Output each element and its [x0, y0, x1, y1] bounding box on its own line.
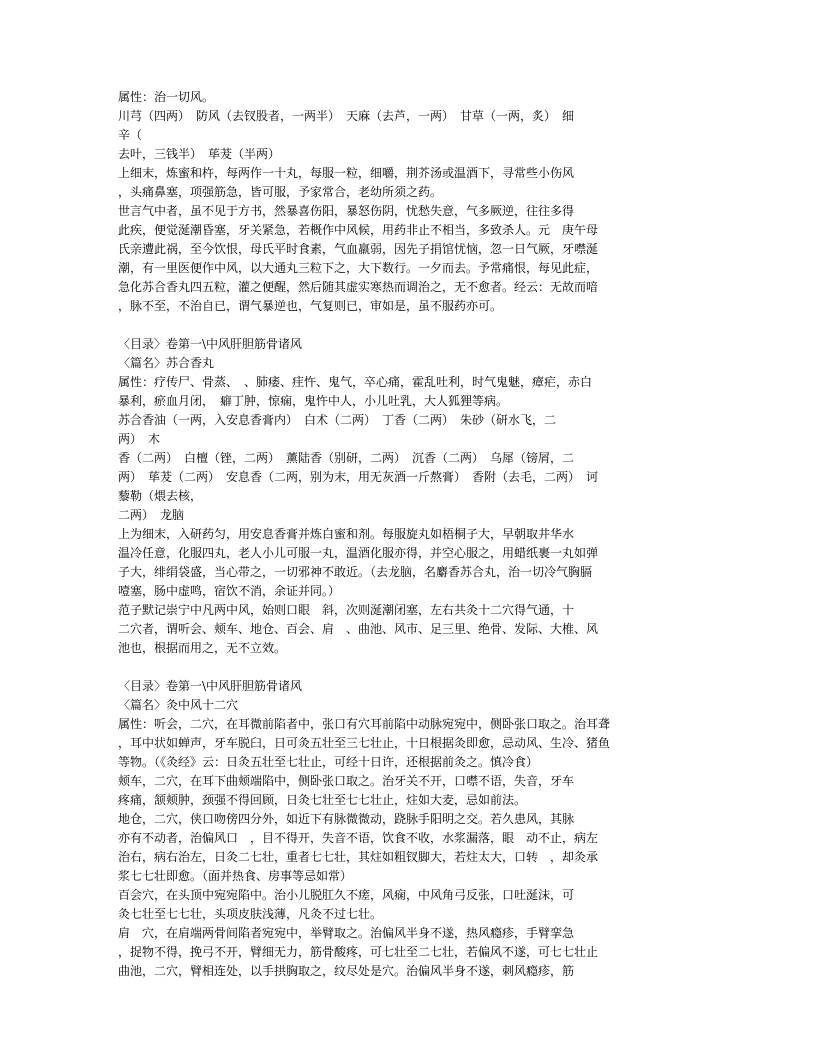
- blank-line: [118, 658, 704, 677]
- text-line: 灸七壮至七七壮，头项皮肤浅薄，凡灸不过七壮。: [118, 907, 383, 921]
- text-line: 曲池，二穴，臂相连处，以手拱胸取之，纹尽处是穴。治偏风半身不遂，刺风瘾疹，筋: [118, 964, 575, 978]
- text-line: 此疾，便觉涎潮昏塞，牙关紧急，若概作中风候，用药非止不相当，多致杀人。元 庚午母: [118, 223, 599, 237]
- text-line: 百会穴，在头顶中宛宛陷中。治小儿脱肛久不瘥，风痫，中风角弓反张，口吐涎沫，可: [118, 888, 575, 902]
- text-line: 二两） 龙脑: [118, 508, 185, 522]
- text-line: 颊车，二穴，在耳下曲颊端陷中，侧卧张口取之。治牙关不开，口噤不语，失音，牙车: [118, 774, 575, 788]
- text-line: 上为细末，入研药匀，用安息香膏并炼白蜜和剂。每服旋丸如梧桐子大，早朝取井华水: [118, 527, 575, 541]
- text-line: 范子默记崇宁中凡两中风，始则口眼 斜，次则涎潮闭塞，左右共灸十二穴得气通，十: [118, 603, 575, 617]
- text-line: 〈目录〉卷第一\中风肝胆筋骨诸风: [118, 337, 303, 351]
- text-line: 二穴者，谓听会、颊车、地仓、百会、肩 、曲池、风市、足三里、绝骨、发际、大椎、风: [118, 622, 599, 636]
- text-line: 急化苏合香丸四五粒，灌之便醒，然后随其虚实寒热而调治之，无不愈者。经云：无故而喑: [118, 280, 599, 294]
- text-line: 苏合香油（一两，入安息香膏内） 白术（二两） 丁香（二两） 朱砂（研水飞，二: [118, 413, 557, 427]
- text-line: 属性：听会，二穴，在耳微前陷者中，张口有穴耳前陷中动脉宛宛中，侧卧张口取之。治耳聋: [118, 717, 611, 731]
- text-line: 浆七七壮即愈。（面并热食、房事等忌如常）: [118, 869, 353, 883]
- text-line: 上细末，炼蜜和杵，每两作一十丸，每服一粒，细嚼，荆芥汤或温酒下，寻常些小伤风: [118, 166, 575, 180]
- text-line: 池也，根据而用之，无不立效。: [118, 641, 287, 655]
- text-line: ，耳中状如蝉声，牙车脱臼，日可灸五壮至三七壮止，十日根据灸即愈，忌动风、生冷、猪鱼: [118, 736, 611, 750]
- text-line: 子大，绯绢袋盛，当心带之，一切邪神不敢近。（去龙脑，名麝香苏合丸，治一切冷气胸膈: [118, 565, 593, 579]
- text-line: 噎塞，肠中虚鸣，宿饮不消，余证并同。）: [118, 584, 341, 598]
- text-line: 潮，有一里医便作中风，以大通丸三粒下之，大下数行。一夕而去。予常痛恨，每见此症，: [118, 261, 599, 275]
- text-line: 川芎（四两） 防风（去钗股者，一两半） 天麻（去芦，一两） 甘草（一两，炙） 细: [118, 109, 575, 123]
- text-line: 亦有不动者，治偏风口 ，目不得开，失音不语，饮食不收，水浆漏落，眼 动不止，病左: [118, 831, 599, 845]
- text-line: 属性：治一切风。: [118, 90, 215, 104]
- text-line: 两） 木: [118, 432, 161, 446]
- text-line: 两） 荜茇（二两） 安息香（二两，别为末，用无灰酒一斤熬膏） 香附（去毛，二两） 诃: [118, 470, 599, 484]
- text-line: 肩 穴，在肩端两骨间陷者宛宛中，举臂取之。治偏风半身不遂，热风瘾疹，手臂挛急: [118, 926, 575, 940]
- text-line: 暴利，瘀血月闭， 癖丁肿，惊痫，鬼忤中人，小儿吐乳，大人狐狸等病。: [118, 394, 509, 408]
- text-line: 氏亲遭此祸，至今饮恨，母氏平时食素，气血羸弱，因先子捐馆忧恼，忽一日气厥，牙噤涎: [118, 242, 599, 256]
- text-line: 〈篇名〉苏合香丸: [118, 356, 215, 370]
- text-line: 世言气中者，虽不见于方书，然暴喜伤阳，暴怒伤阴，忧愁失意，气多厥逆，往往多得: [118, 204, 575, 218]
- text-line: 温冷任意，化服四丸，老人小儿可服一丸，温酒化服亦得，并空心服之，用蜡纸裹一丸如弹: [118, 546, 599, 560]
- text-line: 疼痛，颔颊肿，颈强不得回顾，日灸七壮至七七壮止，炷如大麦，忌如前法。: [118, 793, 527, 807]
- text-line: 等物。（《灸经》云：日灸五壮至七壮止，可经十日许，还根据前灸之。慎冷食）: [118, 755, 539, 769]
- text-line: 〈篇名〉灸中风十二穴: [118, 698, 239, 712]
- text-line: 藜勒（煨去核，: [118, 489, 203, 503]
- blank-line: [118, 316, 704, 335]
- text-line: ，头痛鼻塞，项强筋急，皆可服，予家常合，老幼所须之药。: [118, 185, 443, 199]
- text-line: 属性：疗传尸、骨蒸、 、肺痿、疰忤、鬼气，卒心痛，霍乱吐利，时气鬼魅，瘴疟，赤白: [118, 375, 593, 389]
- text-line: ，脉不至，不治自已，谓气暴逆也，气复则已，审如是，虽不服药亦可。: [118, 299, 503, 313]
- text-line: ，捉物不得，挽弓不开，臂细无力，筋骨酸疼，可七壮至二七壮，若偏风不遂，可七七壮止: [118, 945, 599, 959]
- document-text-block: [118, 88, 704, 981]
- text-line: 去叶，三钱半） 荜茇（半两）: [118, 147, 281, 161]
- text-line: 地仓，二穴，侠口吻傍四分外，如近下有脉微微动，跷脉手阳明之交。若久患风，其脉: [118, 812, 575, 826]
- text-line: 辛（: [118, 128, 143, 142]
- text-line: 治右，病右治左，日灸二七壮，重者七七壮，其炷如粗钗脚大，若炷太大，口转 ，却灸承: [118, 850, 599, 864]
- text-line: 香（二两） 白檀（锉，二两） 薰陆香（别研，二两） 沉香（二两） 乌犀（镑屑，二: [118, 451, 575, 465]
- text-line: 〈目录〉卷第一\中风肝胆筋骨诸风: [118, 679, 303, 693]
